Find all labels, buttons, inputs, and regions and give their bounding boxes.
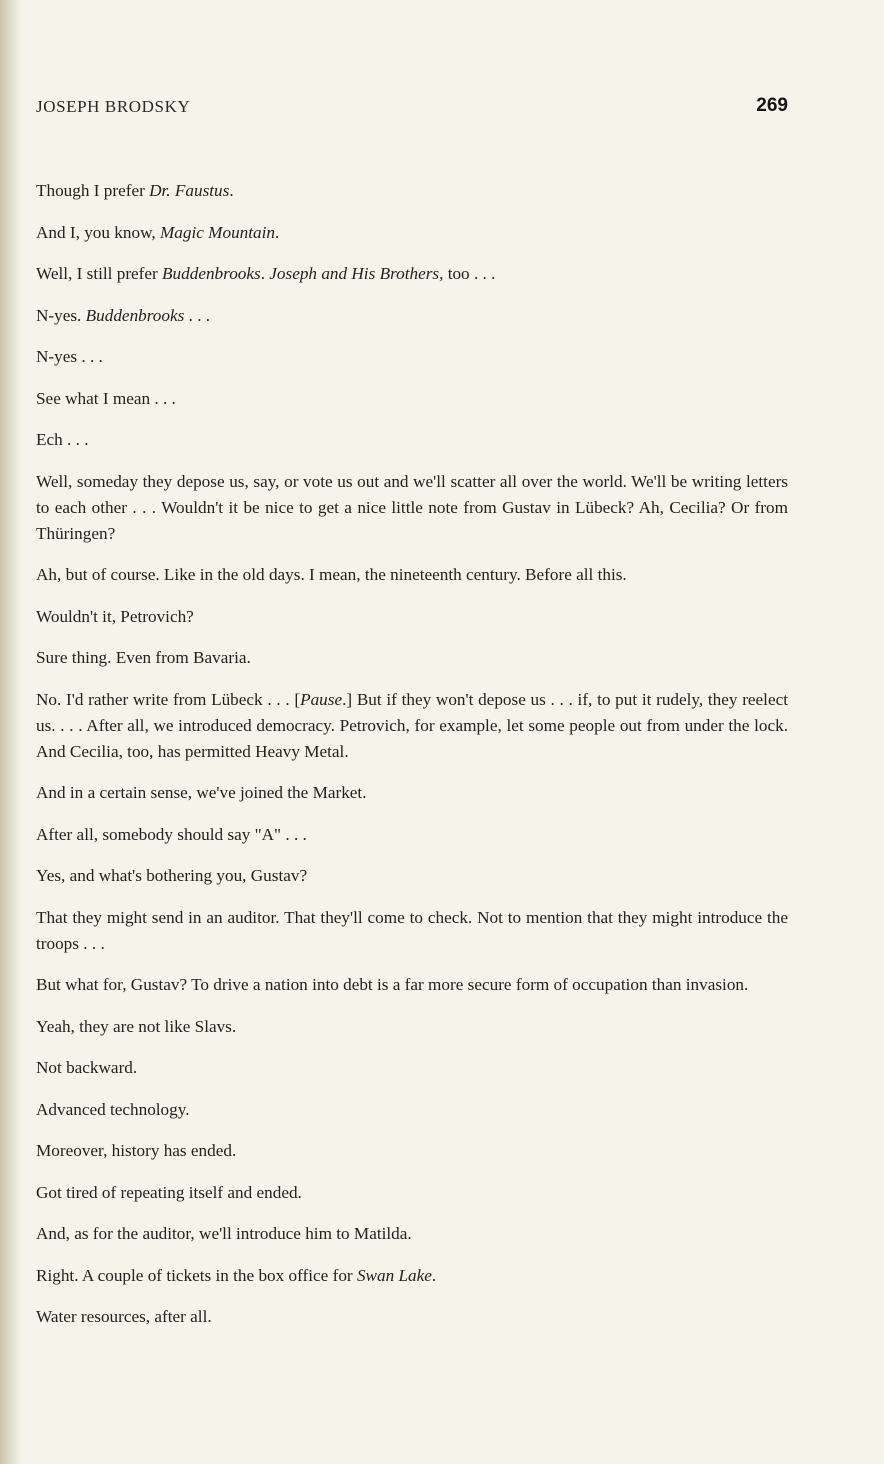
text-run: Water resources, after all. [36,1307,212,1326]
dialogue-paragraph [36,427,788,453]
text-run: Wouldn't it, Petrovich? [36,606,194,626]
running-head [36,97,788,123]
text-run: That they might send in an auditor. That they'll come to check. Not to mention that they might introduce the troops . . . [36,907,788,953]
text-run: , too . . . [439,264,496,283]
text-run: Advanced technology. [36,1099,190,1119]
text-run: Well, I still prefer [36,264,163,283]
dialogue-paragraph [36,178,788,204]
dialogue-paragraph [36,344,788,370]
running-head-author: JOSEPH BRODSKY [36,97,191,116]
italic-text: Dr. Faustus [149,181,230,200]
text-run: N-yes . . . [36,347,103,366]
dialogue-paragraph [36,863,788,889]
dialogue-paragraph [36,1304,788,1330]
dialogue-paragraph [36,1263,788,1289]
dialogue-paragraph [36,1055,788,1081]
dialogue-paragraph [36,822,788,848]
italic-text: Buddenbrooks [85,305,185,325]
text-run: See what I mean . . . [36,388,176,408]
text-run: Though I prefer [36,181,150,200]
italic-text: Joseph and His Brothers [269,264,440,283]
dialogue-paragraph [36,303,788,329]
dialogue-paragraph [36,1014,788,1040]
dialogue-paragraph [36,1221,788,1247]
page-number: 269 [756,95,788,116]
text-run: And, as for the auditor, we'll introduce him to Matilda. [36,1224,412,1243]
text-run: . [275,222,280,242]
text-run: Well, someday they depose us, say, or vote us out and we'll scatter all over the world. We'll be writing letters to each other . . . Wouldn't it be nice to get a nice little note from Gustav in Lübeck? Ah, Cecilia? Or from Thüringen? [36,471,788,543]
dialogue-paragraph [36,220,788,246]
text-run: No. I'd rather write from Lübeck . . . [ [36,689,301,709]
dialogue-paragraph [36,1180,788,1206]
text-run: . [260,264,270,283]
text-run: Moreover, history has ended. [36,1141,237,1160]
text-run: Ech . . . [36,430,89,449]
text-run: .] But if they won't depose us . . . if, to put it rudely, they reelect us. . . . After all, we introduced democracy. Petrovich, for example, let some people out from under the lock. And Cecilia, too, has permitted Heavy Metal. [36,689,788,761]
dialogue-paragraph [36,687,788,765]
text-run: . [431,1265,437,1285]
italic-text: Magic Mountain [159,222,276,242]
dialogue-paragraph [36,780,788,806]
dialogue-paragraph [36,905,788,957]
dialogue-paragraph [36,386,788,412]
text-run: Ah, but of course. Like in the old days. I mean, the nineteenth century. Before all this. [36,565,627,584]
text-run: . [229,181,234,200]
text-run: But what for, Gustav? To drive a nation into debt is a far more secure form of occupation than invasion. [36,975,749,994]
dialogue-paragraph [36,261,788,287]
dialogue-paragraph [36,604,788,630]
text-run: Yes, and what's bothering you, Gustav? [36,866,308,885]
dialogue-paragraph [36,645,788,671]
text-run: N-yes. [36,305,86,325]
dialogue-paragraph [36,1138,788,1164]
italic-text: Pause [300,689,343,709]
binding-shadow [0,0,22,1464]
text-run: . . . [184,305,211,325]
text-run: Right. A couple of tickets in the box office for [36,1265,357,1285]
italic-text: Buddenbrooks [162,264,261,283]
text-run: Got tired of repeating itself and ended. [36,1182,302,1202]
italic-text: Swan Lake [356,1265,432,1285]
text-run: Yeah, they are not like Slavs. [36,1016,237,1036]
text-run: And I, you know, [36,222,160,242]
book-page [36,0,788,1464]
dialogue-paragraph [36,469,788,547]
text-run: Sure thing. Even from Bavaria. [36,648,251,667]
text-body [36,178,788,1346]
dialogue-paragraph [36,562,788,588]
text-run: After all, somebody should say "A" . . . [36,824,307,844]
text-run: Not backward. [36,1058,138,1077]
text-run: And in a certain sense, we've joined the Market. [36,783,367,802]
dialogue-paragraph [36,972,788,998]
dialogue-paragraph [36,1097,788,1123]
